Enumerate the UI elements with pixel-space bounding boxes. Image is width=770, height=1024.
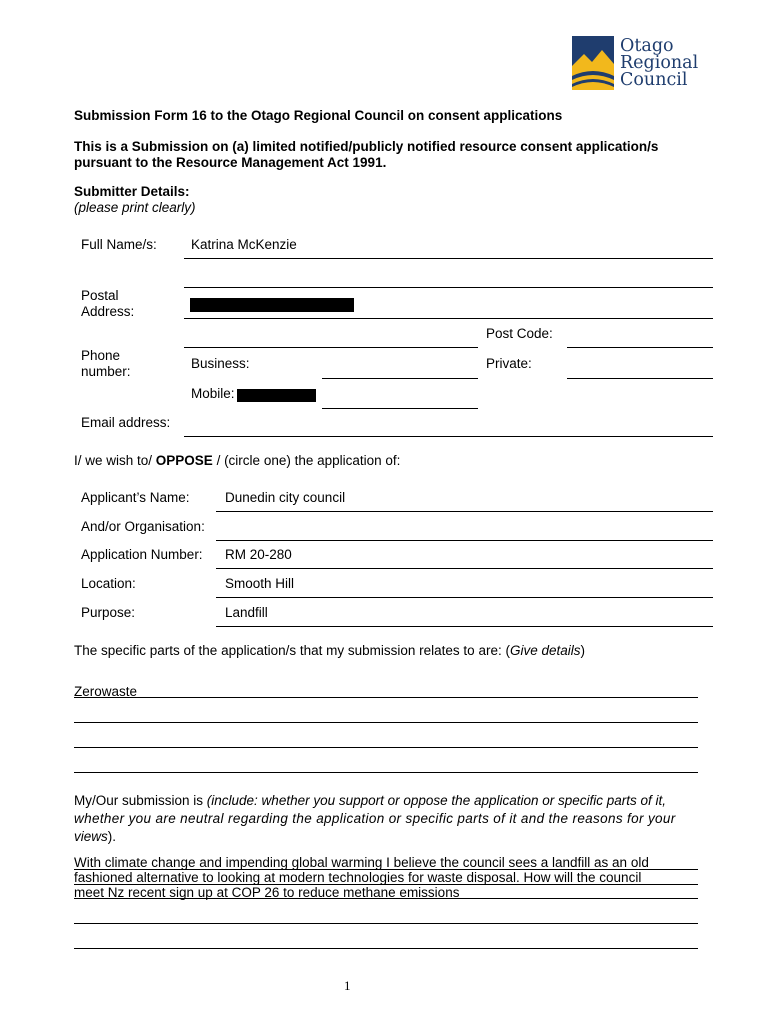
form-subtitle-line2: pursuant to the Resource Management Act 1991. <box>74 155 387 170</box>
logo-text-council: Council <box>620 70 688 90</box>
specific-parts-line-2 <box>74 722 698 723</box>
applicant-name-line <box>216 511 713 512</box>
logo-mark-icon <box>572 36 614 90</box>
location-value[interactable]: Smooth Hill <box>225 576 295 591</box>
postal-line-1 <box>184 318 713 319</box>
business-phone-label: Business: <box>191 356 250 371</box>
post-code-line[interactable] <box>567 347 713 348</box>
submission-underline-3 <box>74 898 698 899</box>
submission-intro-line1: My/Our submission is (include: whether you support or oppose the application or specific parts of it, <box>74 793 667 808</box>
full-name-line-2 <box>184 287 713 288</box>
purpose-line <box>216 626 713 627</box>
redacted-postal-address <box>190 298 354 312</box>
submitter-heading: Submitter Details: <box>74 184 190 199</box>
email-label: Email address: <box>81 415 171 430</box>
specific-parts-prompt: The specific parts of the application/s that my submission relates to are: (Give details) <box>74 643 585 658</box>
full-name-label: Full Name/s: <box>81 237 157 252</box>
purpose-value[interactable]: Landfill <box>225 605 268 620</box>
mobile-phone-line[interactable] <box>322 408 478 409</box>
specific-parts-answer[interactable]: Zerowaste <box>74 684 138 699</box>
submission-line-5 <box>74 948 698 949</box>
applicant-name-value[interactable]: Dunedin city council <box>225 490 346 505</box>
location-label: Location: <box>81 576 136 591</box>
submission-answer-line1[interactable]: With climate change and impending global warming I believe the council sees a landfill as an old <box>74 855 649 870</box>
application-number-line <box>216 568 713 569</box>
business-phone-line[interactable] <box>322 378 478 379</box>
stance-choice: OPPOSE <box>155 453 213 468</box>
application-number-value[interactable]: RM 20-280 <box>225 547 292 562</box>
page-number: 1 <box>344 978 351 993</box>
post-code-label: Post Code: <box>486 326 553 341</box>
stance-statement: I/ we wish to/ OPPOSE / (circle one) the application of: <box>74 453 401 468</box>
postal-line-2 <box>184 347 478 348</box>
form-subtitle-line1: This is a Submission on (a) limited notified/publicly notified resource consent application/s <box>74 139 659 154</box>
application-number-label: Application Number: <box>81 547 203 562</box>
form-title: Submission Form 16 to the Otago Regional Council on consent applications <box>74 108 563 123</box>
postal-label-2: Address: <box>81 304 135 319</box>
submission-line-4 <box>74 923 698 924</box>
purpose-label: Purpose: <box>81 605 136 620</box>
full-name-value[interactable]: Katrina McKenzie <box>191 237 297 252</box>
specific-parts-line-1 <box>74 697 698 698</box>
submission-intro-line2: whether you are neutral regarding the application or specific parts of it and the reasons for your <box>74 811 676 826</box>
specific-parts-line-3 <box>74 747 698 748</box>
logo-text-otago: Otago <box>620 36 674 56</box>
mobile-label: Mobile: <box>191 386 235 401</box>
logo-text-regional: Regional <box>620 53 699 73</box>
phone-label-1: Phone <box>81 348 121 363</box>
postal-label-1: Postal <box>81 288 119 303</box>
submission-answer-line3[interactable]: meet Nz recent sign up at COP 26 to reduce methane emissions <box>74 885 460 900</box>
phone-label-2: number: <box>81 364 131 379</box>
applicant-name-label: Applicant’s Name: <box>81 490 190 505</box>
redacted-mobile-number <box>237 389 316 402</box>
organisation-label: And/or Organisation: <box>81 519 205 534</box>
submission-intro-line3: views). <box>74 829 117 844</box>
organisation-line <box>216 540 713 541</box>
email-line[interactable] <box>184 436 713 437</box>
private-phone-line[interactable] <box>567 378 713 379</box>
submitter-hint: (please print clearly) <box>74 200 196 215</box>
specific-parts-line-4 <box>74 772 698 773</box>
location-line <box>216 597 713 598</box>
private-phone-label: Private: <box>486 356 532 371</box>
full-name-line <box>184 258 713 259</box>
submission-answer-line2[interactable]: fashioned alternative to looking at modern technologies for waste disposal. How will the council <box>74 870 642 885</box>
